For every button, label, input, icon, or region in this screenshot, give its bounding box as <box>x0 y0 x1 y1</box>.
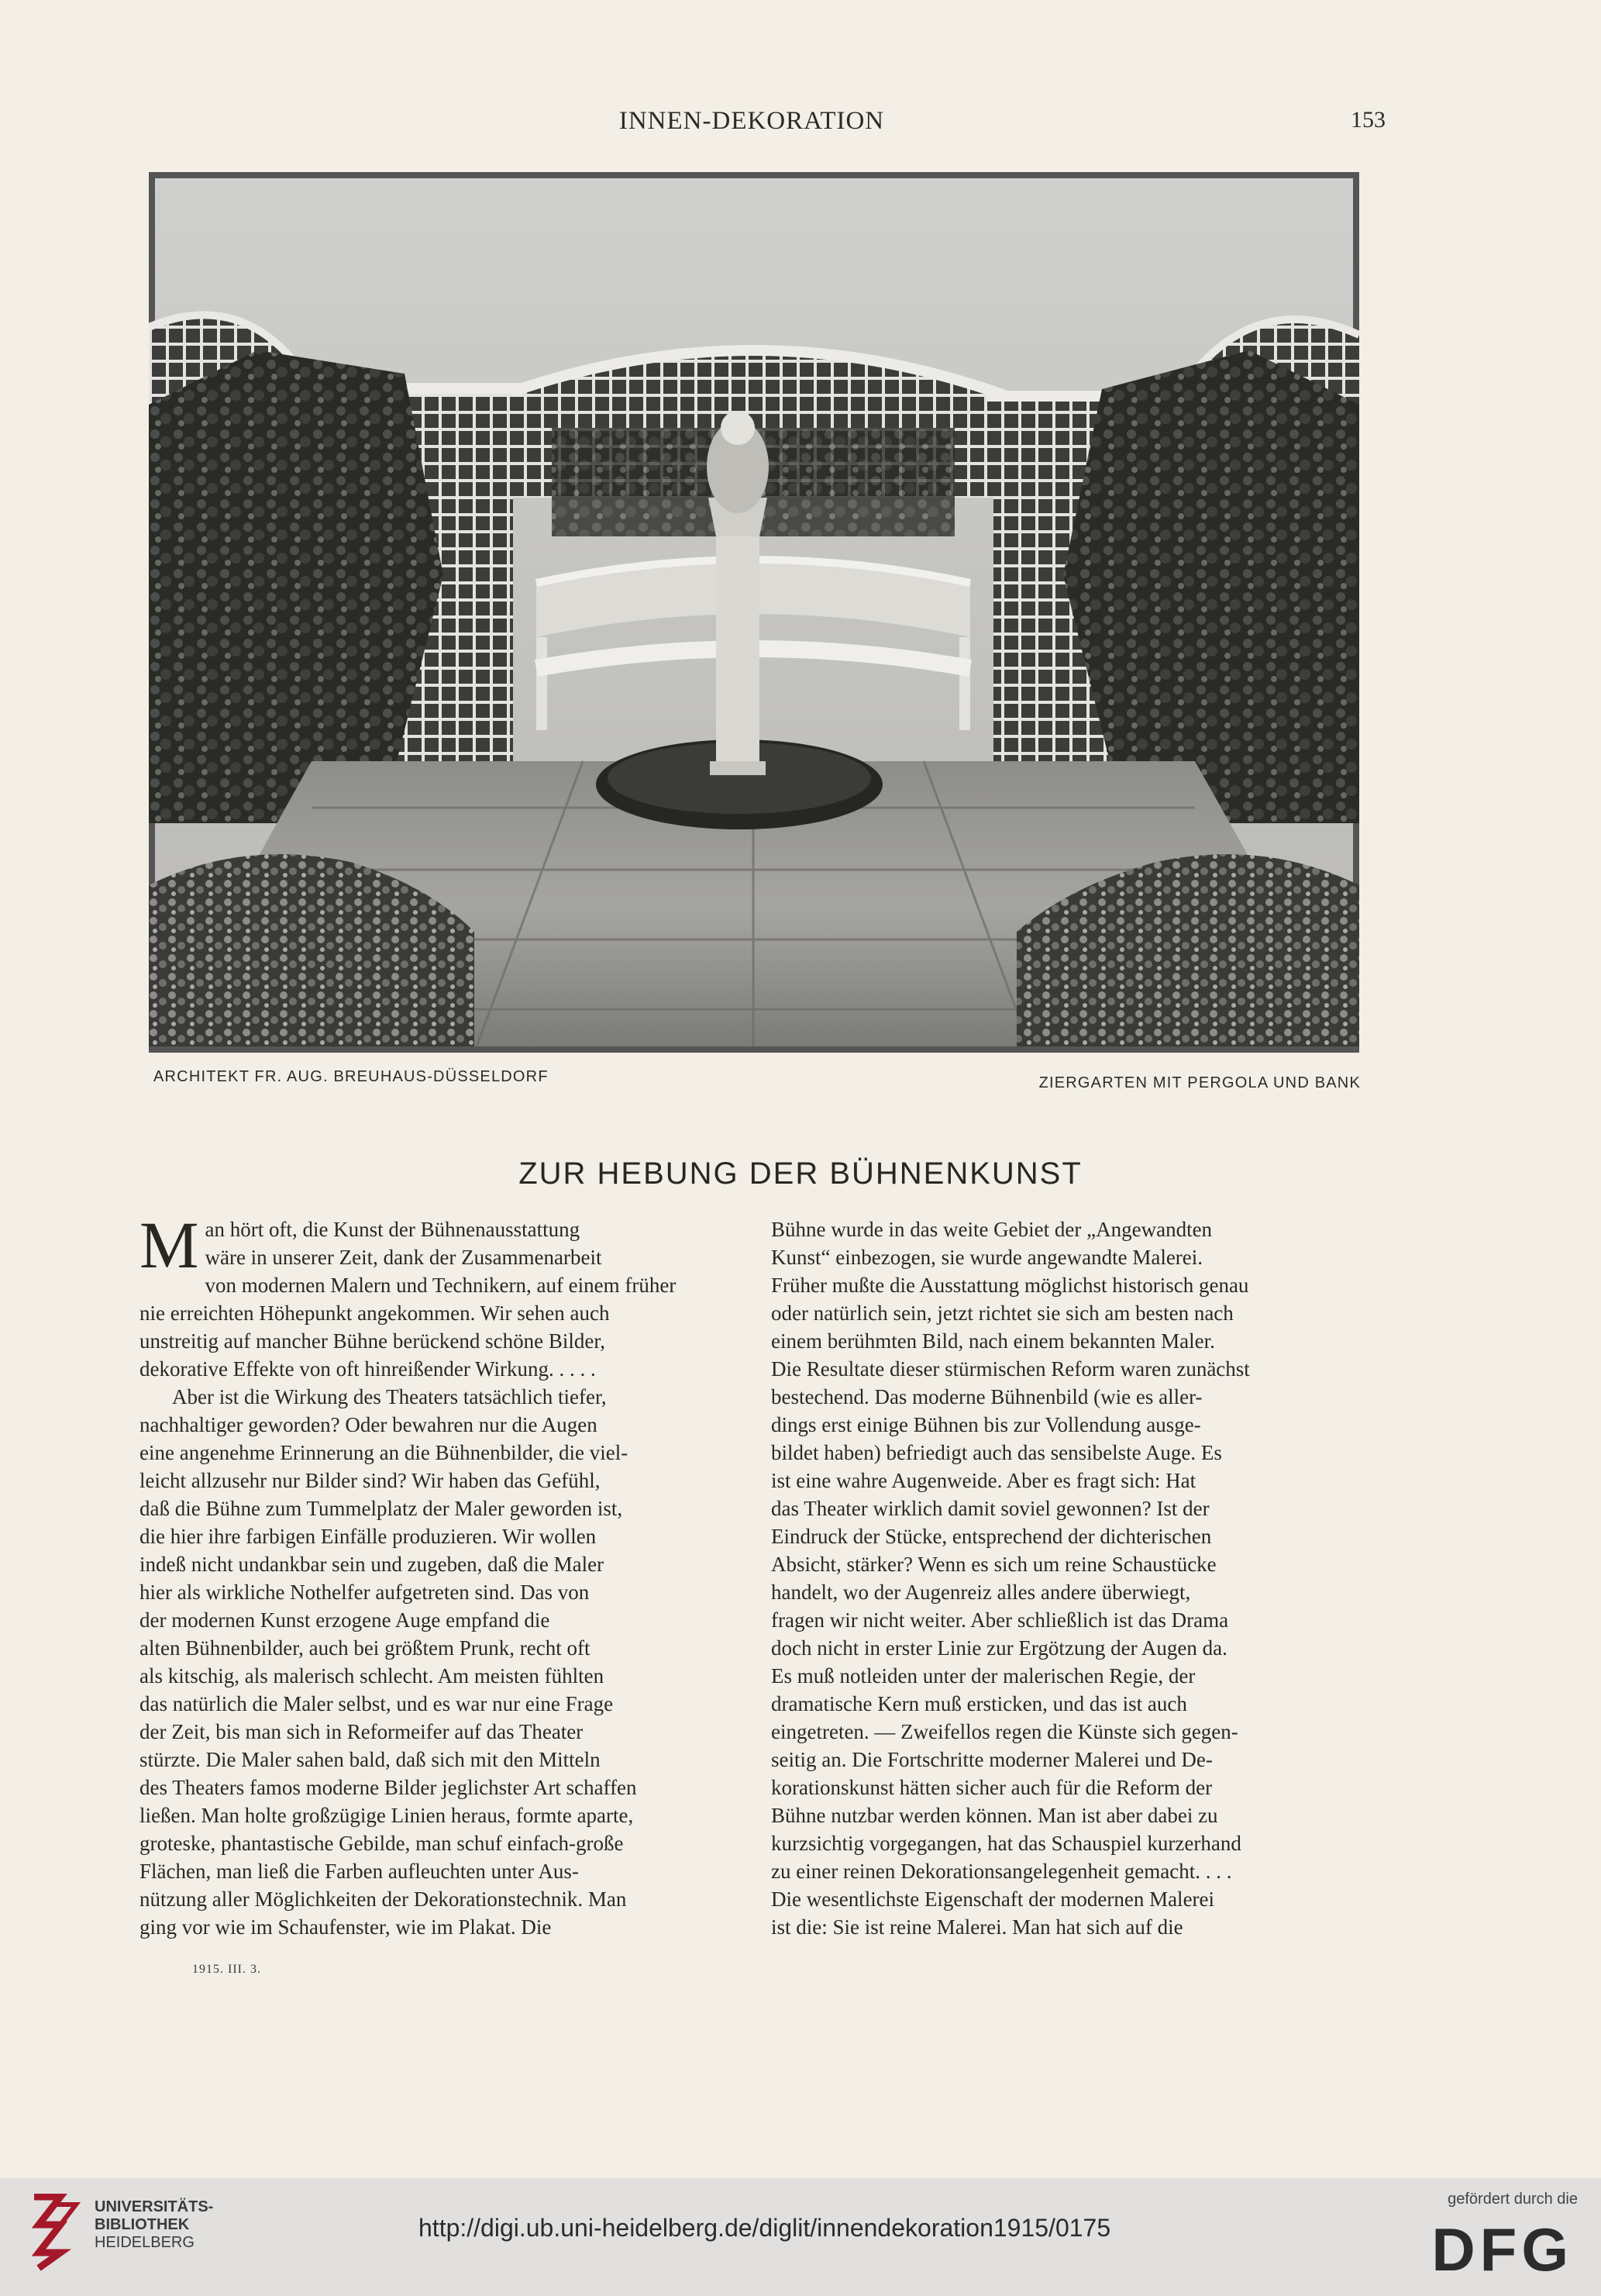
text-line: leicht allzusehr nur Bilder sind? Wir haben das Gefühl, <box>139 1469 601 1492</box>
text-line: oder natürlich sein, jetzt richtet sie sich am besten nach <box>771 1301 1234 1325</box>
garden-photograph <box>149 172 1359 1053</box>
text-line: kurzsichtig vorgegangen, hat das Schauspiel kurzerhand <box>771 1832 1241 1855</box>
dfg-logo[interactable]: DFG <box>1431 2215 1573 2284</box>
text-line: handelt, wo der Augenreiz alles andere überwiegt, <box>771 1581 1191 1604</box>
library-name-line: BIBLIOTHEK <box>95 2216 190 2233</box>
page-number: 153 <box>1351 107 1386 133</box>
text-line: ließen. Man holte großzügige Linien heraus, formte aparte, <box>139 1804 634 1827</box>
text-line: ging vor wie im Schaufenster, wie im Plakat. Die <box>139 1915 552 1939</box>
text-line: Absicht, stärker? Wenn es sich um reine Schaustücke <box>771 1553 1217 1576</box>
text-line: von modernen Malern und Technikern, auf einem früher <box>205 1274 677 1297</box>
text-line: ist die: Sie ist reine Malerei. Man hat sich auf die <box>771 1915 1183 1939</box>
text-line: die hier ihre farbigen Einfälle produzieren. Wir wollen <box>139 1525 597 1548</box>
permalink-url[interactable]: http://digi.ub.uni-heidelberg.de/diglit/innendekoration1915/0175 <box>418 2214 1111 2242</box>
text-column-right <box>771 1215 1368 1941</box>
library-name <box>95 2198 213 2252</box>
text-line: nie erreichten Höhepunkt angekommen. Wir sehen auch <box>139 1301 610 1325</box>
text-line: als kitschig, als malerisch schlecht. Am meisten fühlten <box>139 1664 604 1688</box>
text-line: eingetreten. — Zweifellos regen die Künste sich gegen- <box>771 1720 1238 1743</box>
page-header <box>0 107 1601 146</box>
text-line: an hört oft, die Kunst der Bühnenausstattung <box>205 1218 580 1241</box>
text-line: Die Resultate dieser stürmischen Reform waren zunächst <box>771 1357 1250 1381</box>
text-line: alten Bühnenbilder, auch bei größtem Prunk, recht oft <box>139 1636 590 1660</box>
text-line: dekorative Effekte von oft hinreißender Wirkung. . . . . <box>139 1357 596 1381</box>
figure-caption-architect: ARCHITEKT FR. AUG. BREUHAUS-DÜSSELDORF <box>153 1068 549 1085</box>
text-line: Die wesentlichste Eigenschaft der modernen Malerei <box>771 1887 1215 1911</box>
text-line: Kunst“ einbezogen, sie wurde angewandte Malerei. <box>771 1246 1203 1269</box>
text-line: korationskunst hätten sicher auch für die Reform der <box>771 1776 1213 1799</box>
running-title: INNEN-DEKORATION <box>618 107 885 135</box>
text-line: bildet haben) befriedigt auch das sensibelste Auge. Es <box>771 1441 1222 1464</box>
library-name-line: UNIVERSITÄTS- <box>95 2198 214 2215</box>
text-line: Es muß notleiden unter der malerischen Regie, der <box>771 1664 1196 1688</box>
text-line: das natürlich die Maler selbst, und es war nur eine Frage <box>139 1692 614 1715</box>
text-line: fragen wir nicht weiter. Aber schließlich ist das Drama <box>771 1608 1229 1632</box>
text-line: Aber ist die Wirkung des Theaters tatsächlich tiefer, <box>172 1385 607 1408</box>
text-line: unstreitig auf mancher Bühne berückend schöne Bilder, <box>139 1329 605 1353</box>
text-column-left <box>139 1208 736 1941</box>
text-line: groteske, phantastische Gebilde, man schuf einfach-große <box>139 1832 624 1855</box>
text-line: hier als wirkliche Nothelfer aufgetreten sind. Das von <box>139 1581 590 1604</box>
text-line: der Zeit, bis man sich in Reformeifer auf das Theater <box>139 1720 584 1743</box>
text-line: bestechend. Das moderne Bühnenbild (wie es aller- <box>771 1385 1203 1408</box>
text-line: Bühne nutzbar werden können. Man ist aber dabei zu <box>771 1804 1218 1827</box>
text-line: Früher mußte die Ausstattung möglichst historisch genau <box>771 1274 1249 1297</box>
text-line: Eindruck der Stücke, entsprechend der dichterischen <box>771 1525 1212 1548</box>
drop-cap: M <box>139 1208 199 1282</box>
text-line: der modernen Kunst erzogene Auge empfand die <box>139 1608 550 1632</box>
text-line: des Theaters famos moderne Bilder jeglichster Art schaffen <box>139 1776 637 1799</box>
text-line: doch nicht in erster Linie zur Ergötzung der Augen da. <box>771 1636 1227 1660</box>
library-logo-icon[interactable] <box>29 2194 88 2271</box>
figure-caption-title: ZIERGARTEN MIT PERGOLA UND BANK <box>1038 1074 1361 1091</box>
text-line: das Theater wirklich damit soviel gewonnen? Ist der <box>771 1497 1210 1520</box>
digitization-footer <box>0 2178 1601 2296</box>
text-line: indeß nicht undankbar sein und zugeben, daß die Maler <box>139 1553 604 1576</box>
text-line: seitig an. Die Fortschritte moderner Malerei und De- <box>771 1748 1213 1771</box>
text-line: einem berühmten Bild, nach einem bekannten Maler. <box>771 1329 1215 1353</box>
text-line: zu einer reinen Dekorationsangelegenheit gemacht. . . . <box>771 1860 1232 1883</box>
text-line: daß die Bühne zum Tummelplatz der Maler geworden ist, <box>139 1497 623 1520</box>
text-line: dings erst einige Bühnen bis zur Vollendung ausge- <box>771 1413 1201 1436</box>
text-line: wäre in unserer Zeit, dank der Zusammenarbeit <box>205 1246 602 1269</box>
text-line: Bühne wurde in das weite Gebiet der „Angewandten <box>771 1218 1213 1241</box>
text-line: nützung aller Möglichkeiten der Dekorationstechnik. Man <box>139 1887 627 1911</box>
printer-signature: 1915. III. 3. <box>192 1963 261 1976</box>
text-line: ist eine wahre Augenweide. Aber es fragt sich: Hat <box>771 1469 1196 1492</box>
text-line: Flächen, man ließ die Farben aufleuchten unter Aus- <box>139 1860 579 1883</box>
funded-by-label: gefördert durch die <box>1448 2191 1578 2208</box>
library-name-line: HEIDELBERG <box>95 2234 195 2251</box>
text-line: eine angenehme Erinnerung an die Bühnenbilder, die viel- <box>139 1441 628 1464</box>
text-line: nachhaltiger geworden? Oder bewahren nur die Augen <box>139 1413 597 1436</box>
text-line: stürzte. Die Maler sahen bald, daß sich mit den Mitteln <box>139 1748 601 1771</box>
article-title: ZUR HEBUNG DER BÜHNENKUNST <box>518 1157 1083 1191</box>
text-line: dramatische Kern muß ersticken, und das ist auch <box>771 1692 1187 1715</box>
